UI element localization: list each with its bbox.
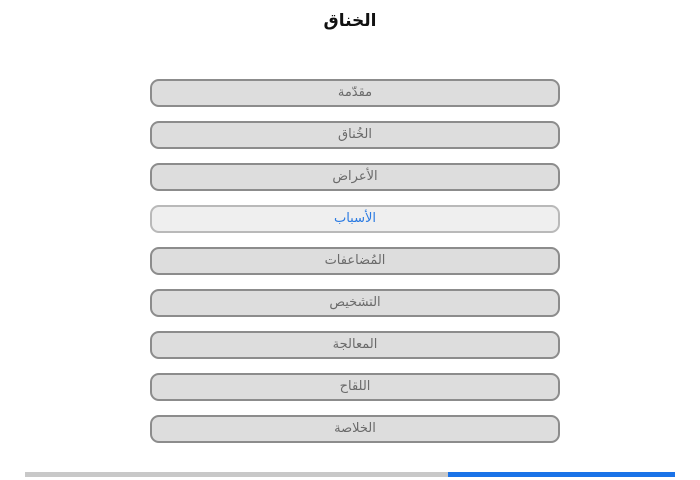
progress-bar-fill bbox=[448, 472, 676, 477]
menu-item-introduction[interactable]: مقدّمة bbox=[150, 79, 560, 107]
menu-item-vaccine[interactable]: اللقاح bbox=[150, 373, 560, 401]
menu-item-croup[interactable]: الخُناق bbox=[150, 121, 560, 149]
progress-bar bbox=[25, 472, 675, 477]
page-title: الخناق bbox=[323, 11, 377, 31]
menu-item-treatment[interactable]: المعالجة bbox=[150, 331, 560, 359]
menu-item-complications[interactable]: المُضاعفات bbox=[150, 247, 560, 275]
menu-item-summary[interactable]: الخلاصة bbox=[150, 415, 560, 443]
menu-item-symptoms[interactable]: الأعراض bbox=[150, 163, 560, 191]
menu-item-causes[interactable]: الأسباب bbox=[150, 205, 560, 233]
menu-item-diagnosis[interactable]: التشخيص bbox=[150, 289, 560, 317]
section-menu bbox=[150, 79, 560, 457]
